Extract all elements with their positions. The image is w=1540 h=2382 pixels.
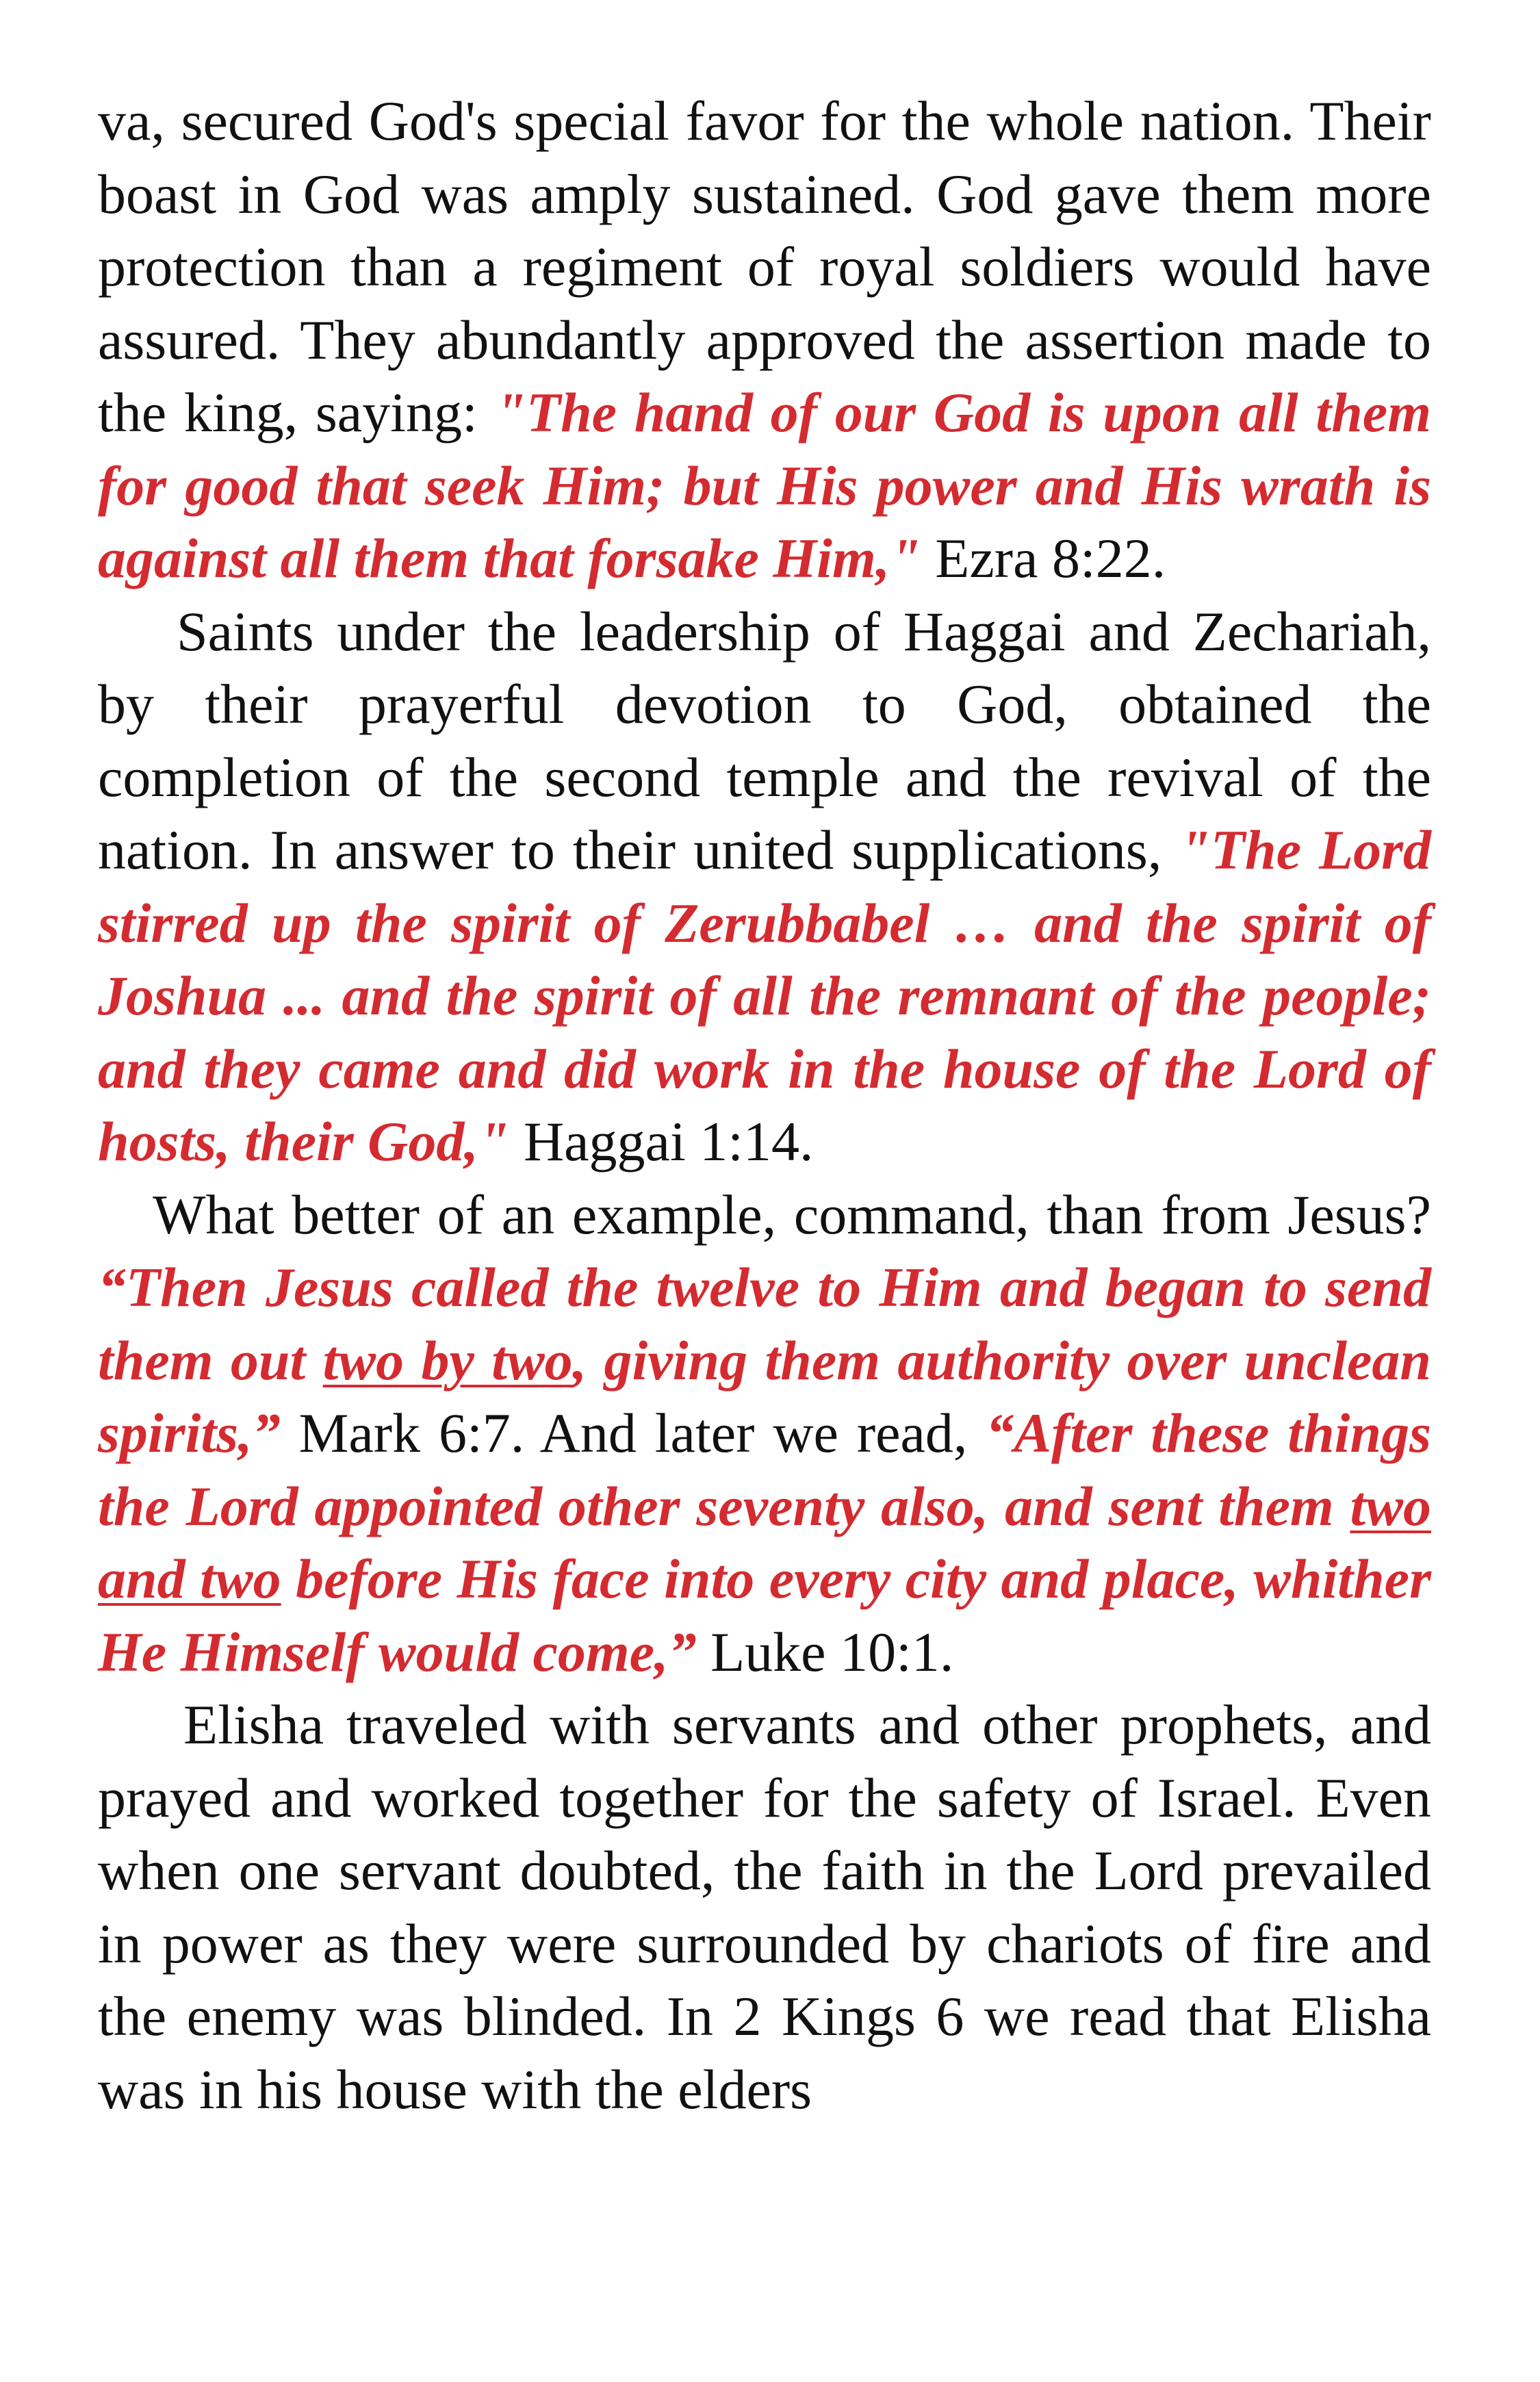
page-body xyxy=(98,85,1431,2126)
body-text: What better of an example, command, than from Jesus? xyxy=(153,1183,1431,1246)
quote-text: before His face into every city and place, whither He Himself would come,” xyxy=(98,1548,1431,1683)
paragraph-elisha xyxy=(98,1689,1431,2126)
underlined-phrase: two by two xyxy=(322,1329,573,1392)
body-text: Saints under the leadership of Haggai and Zechariah, by their prayerful devotion to God, obtained the completion of the second temple and the revival of the nation. In answer to their united supplications, xyxy=(98,600,1431,881)
paragraph-jesus xyxy=(98,1179,1431,1689)
body-text: Mark 6:7. And later we read, xyxy=(280,1402,986,1464)
quote-text: “Then Jesus called the twelve to Him and began to send them out xyxy=(98,1256,1431,1392)
paragraph-ezra xyxy=(98,85,1431,596)
scripture-quote-ezra: "The hand of our God is upon all them for good that seek Him; but His power and His wrath is against all them that forsake Him," xyxy=(98,381,1431,589)
quote-text: , giving them authority over unclean spirits,” xyxy=(98,1329,1431,1464)
scripture-reference: Haggai 1:14. xyxy=(509,1110,814,1173)
scripture-reference: Luke 10:1. xyxy=(696,1620,954,1683)
scripture-reference: Ezra 8:22. xyxy=(921,527,1166,589)
body-text: Elisha traveled with servants and other prophets, and prayed and worked together for the safety of Israel. Even when one servant doubted, the faith in the Lord prevailed in power as they were surrounded by chariots of fire and the enemy was blinded. In 2 Kings 6 we read that Elisha was in his house with the elders xyxy=(98,1693,1431,2121)
paragraph-haggai xyxy=(98,596,1431,1179)
scripture-quote-haggai: "The Lord stirred up the spirit of Zerubbabel … and the spirit of Joshua ... and the spirit of all the remnant of the people; and they came and did work in the house of the Lord of hosts, their God," xyxy=(98,819,1431,1173)
underlined-phrase: two and two xyxy=(98,1474,1431,1610)
body-text: va, secured God's special favor for the whole nation. Their boast in God was amply sustained. God gave them more protection than a regiment of royal soldiers would have assured. They abundantly approved the assertion made to the king, saying: xyxy=(98,90,1431,444)
quote-text: “After these things the Lord appointed other seventy also, and sent them xyxy=(98,1402,1431,1537)
